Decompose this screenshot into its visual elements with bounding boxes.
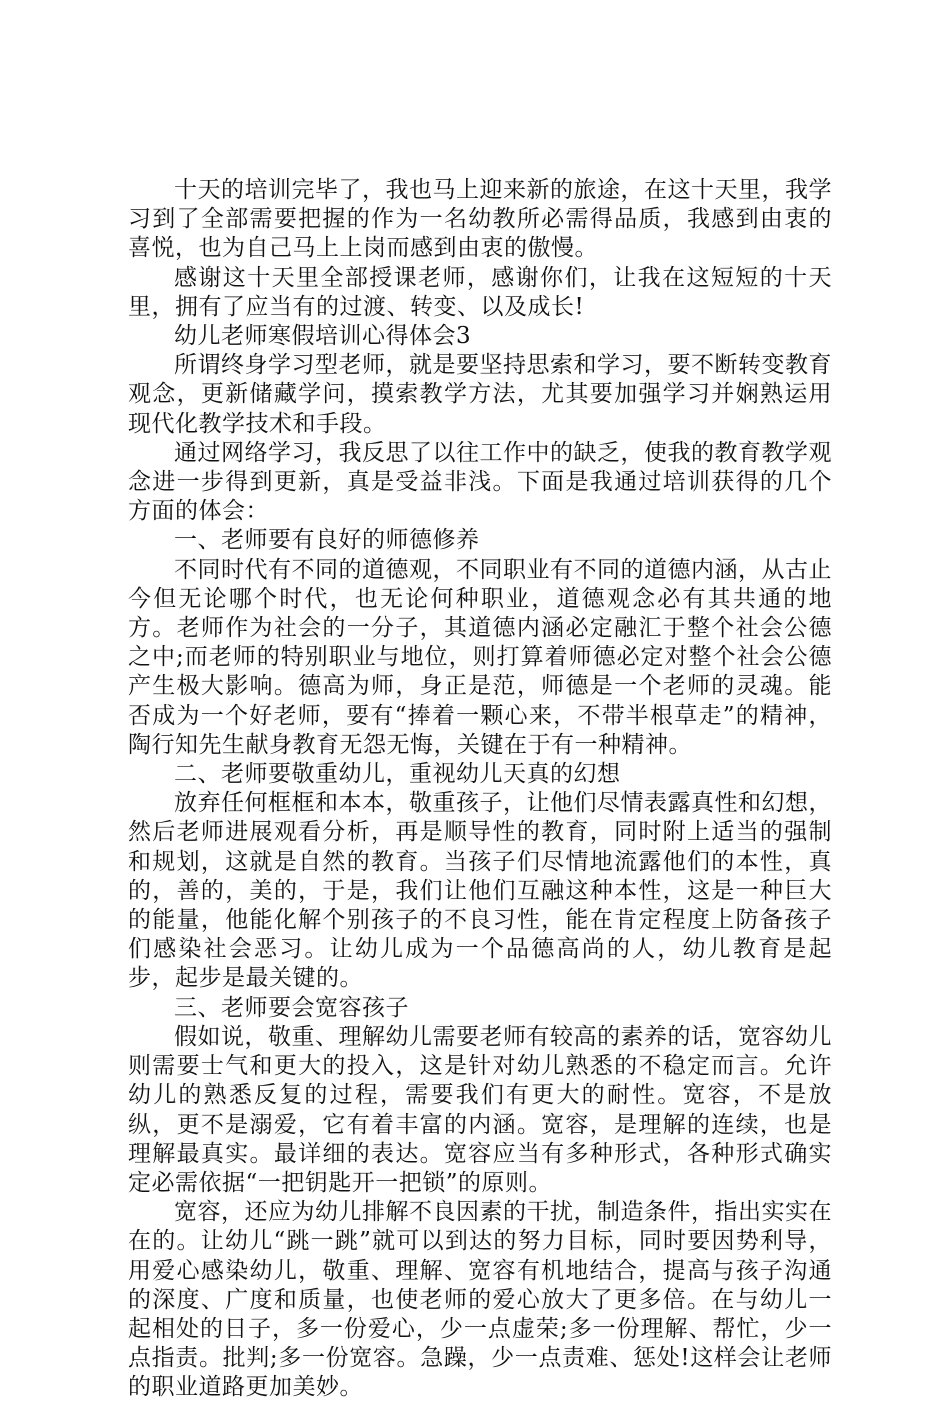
paragraph: 放弃任何框框和本本，敬重孩子，让他们尽情表露真性和幻想，然后老师进展观看分析，再是顺导性的教育，同时附上适当的强制和规划，这就是自然的教育。当孩子们尽情地流露他们的本性，真的，善的，美的，于是，我们让他们互融这种本性，这是一种巨大的能量，他能化解个别孩子的不良习性，能在肯定程度上防备孩子们感染社会恶习。让幼儿成为一个品德高尚的人，幼儿教育是起步，起步是最关键的。 bbox=[128, 790, 832, 992]
paragraph: 通过网络学习，我反思了以往工作中的缺乏，使我的教育教学观念进一步得到更新，真是受益非浅。下面是我通过培训获得的几个方面的体会： bbox=[128, 439, 832, 525]
section-heading: 二、老师要敬重幼儿，重视幼儿天真的幻想 bbox=[174, 761, 621, 788]
paragraph: 感谢这十天里全部授课老师，感谢你们，让我在这短短的十天里，拥有了应当有的过渡、转变、以及成长! bbox=[128, 264, 832, 320]
paragraph: 十天的培训完毕了，我也马上迎来新的旅途，在这十天里，我学习到了全部需要把握的作为一名幼教所必需得品质，我感到由衷的喜悦，也为自己马上上岗而感到由衷的傲慢。 bbox=[128, 177, 832, 262]
section-title: 幼儿老师寒假培训心得体会3 bbox=[174, 323, 472, 350]
section-heading: 三、老师要会宽容孩子 bbox=[174, 994, 409, 1021]
paragraph: 宽容，还应为幼儿排解不良因素的干扰，制造条件，指出实实在在的。让幼儿“跳一跳”就可以到达的努力目标，同时要因势利导，用爱心感染幼儿，敬重、理解、宽容有机地结合，提高与孩子沟通的深度、广度和质量，也使老师的爱心放大了更多倍。在与幼儿一起相处的日子，多一份爱心，少一点虚荣;多一份理解、帮忙，少一点指责。批判;多一份宽容。急躁，少一点责难、惩处!这样会让老师的职业道路更加美妙。 bbox=[128, 1199, 832, 1401]
paragraph: 不同时代有不同的道德观，不同职业有不同的道德内涵，从古止今但无论哪个时代，也无论何种职业，道德观念必有其共通的地方。老师作为社会的一分子，其道德内涵必定融汇于整个社会公德之中;而老师的特别职业与地位，则打算着师德必定对整个社会公德产生极大影响。德高为师，身正是范，师德是一个老师的灵魂。能否成为一个好老师，要有“捧着一颗心来，不带半根草走”的精神，陶行知先生献身教育无怨无悔，关键在于有一种精神。 bbox=[128, 556, 832, 758]
paragraph: 所谓终身学习型老师，就是要坚持思索和学习，要不断转变教育观念，更新储藏学问，摸索教学方法，尤其要加强学习并娴熟运用现代化教学技术和手段。 bbox=[128, 352, 832, 437]
document-body bbox=[128, 176, 832, 1403]
paragraph: 假如说，敬重、理解幼儿需要老师有较高的素养的话，宽容幼儿则需要士气和更大的投入，这是针对幼儿熟悉的不稳定而言。允许幼儿的熟悉反复的过程，需要我们有更大的耐性。宽容，不是放纵，更不是溺爱，它有着丰富的内涵。宽容，是理解的连续，也是理解最真实。最详细的表达。宽容应当有多种形式，各种形式确实定必需依据“一把钥匙开一把锁”的原则。 bbox=[128, 1023, 832, 1196]
section-heading: 一、老师要有良好的师德修养 bbox=[174, 527, 480, 554]
